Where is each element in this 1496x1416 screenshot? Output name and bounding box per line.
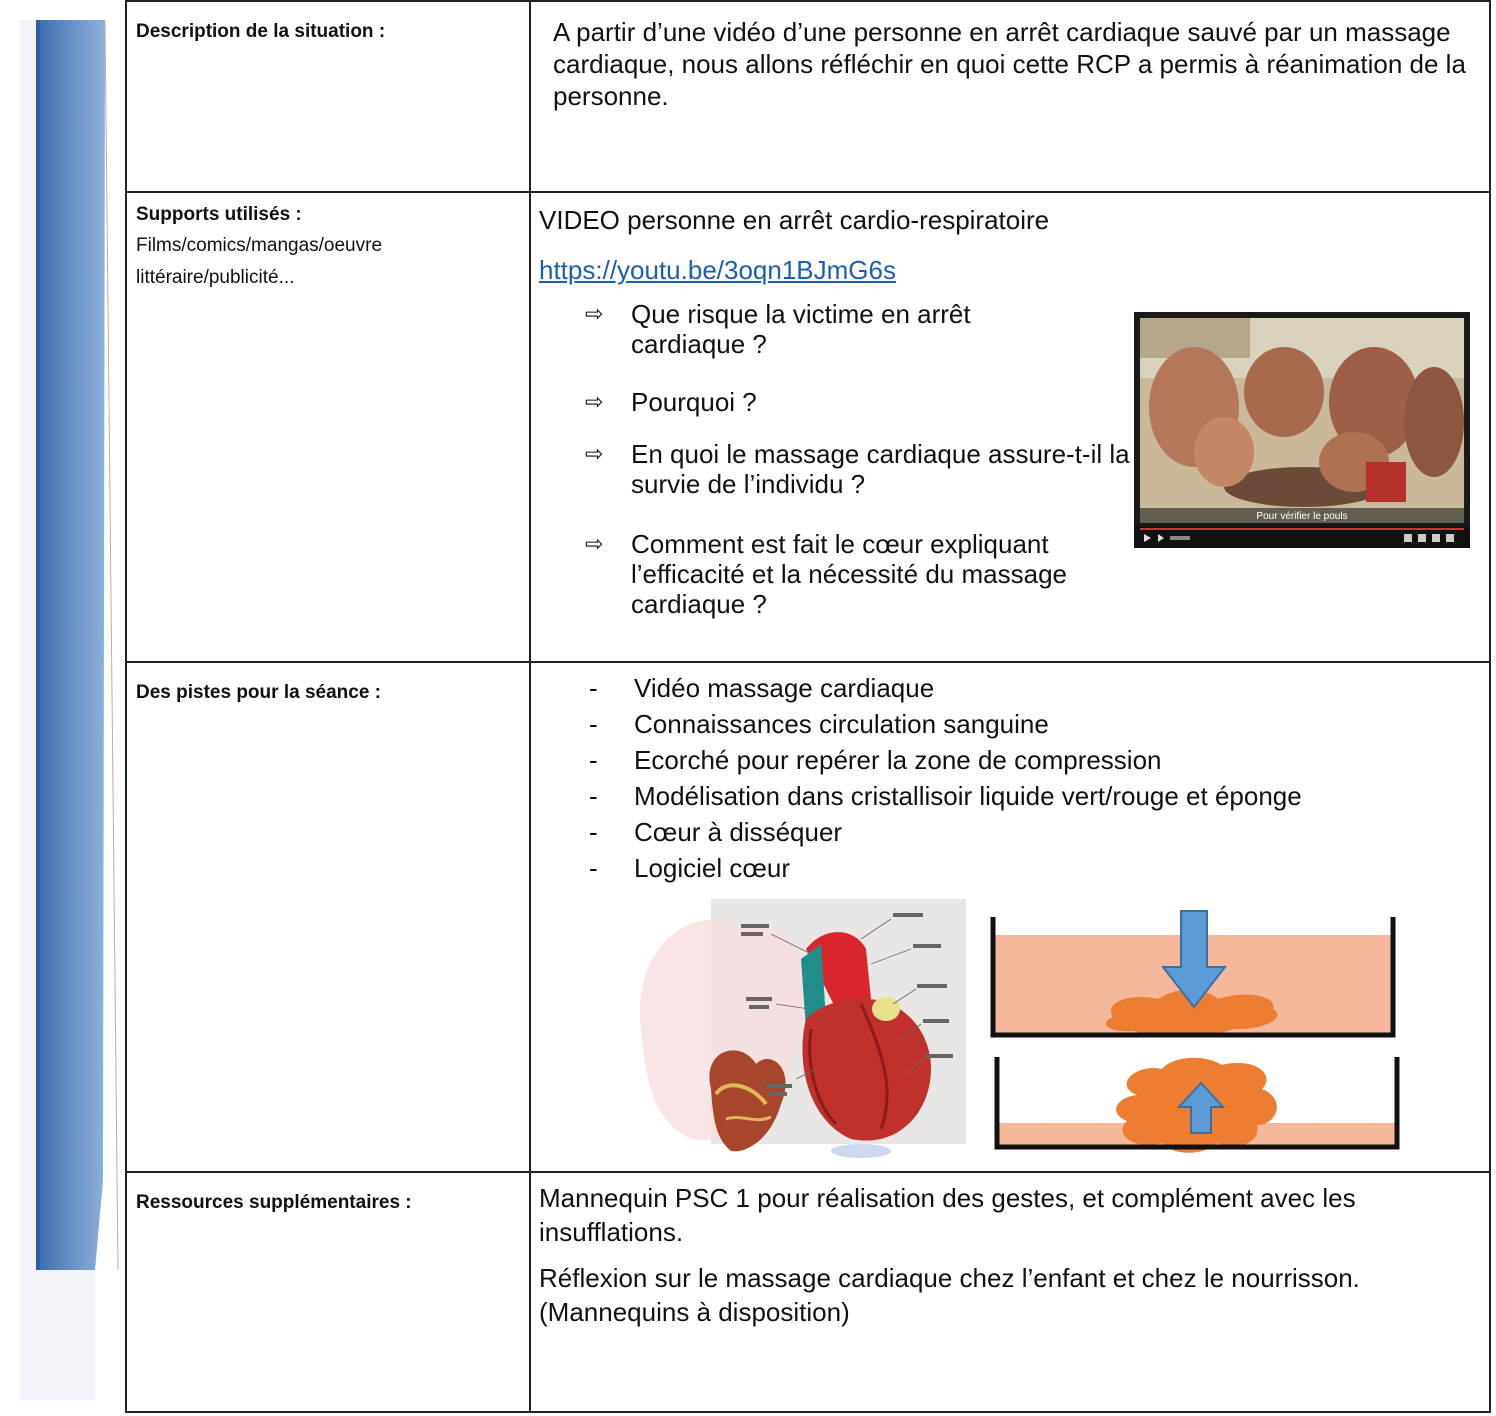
list-item-text: Vidéo massage cardiaque <box>634 673 935 703</box>
question-text: Comment est fait le cœur expliquant l’efficacité et la nécessité du massage cardiaque ? <box>631 529 1067 619</box>
situation-text: A partir d’une vidéo d’une personne en arrêt cardiaque sauvé par un massage cardiaque, nous allons réfléchir en quoi cette RCP a permis à réanimation de la personne. <box>553 17 1466 111</box>
row-ressources <box>126 1172 1490 1412</box>
list-item-text: Logiciel cœur <box>634 853 791 883</box>
heart-anatomy-image <box>631 889 976 1163</box>
dash-bullet: - <box>589 781 598 811</box>
support-types-line-2: littéraire/publicité... <box>136 266 295 288</box>
content-cell <box>530 662 1490 1172</box>
row-label: Description de la situation : <box>136 21 386 42</box>
arrow-bullet-icon: ⇨ <box>585 389 604 414</box>
question-text: Pourquoi ? <box>631 387 757 417</box>
beaker-compressed-diagram <box>983 909 1403 1049</box>
row-pistes <box>126 662 1490 1172</box>
row-label: Ressources supplémentaires : <box>136 1192 412 1213</box>
video-caption: Pour vérifier le pouls <box>1256 511 1348 522</box>
lesson-table <box>125 0 1491 1413</box>
dash-bullet: - <box>589 745 598 775</box>
label-cell <box>126 1172 530 1412</box>
list-item-text: Connaissances circulation sanguine <box>634 709 1049 739</box>
content-cell <box>530 192 1490 662</box>
video-thumbnail[interactable] <box>1134 312 1470 548</box>
dash-bullet: - <box>589 673 598 703</box>
list-item-text: Ecorché pour repérer la zone de compression <box>634 745 1162 775</box>
video-link[interactable]: https://youtu.be/3oqn1BJmG6s <box>539 255 896 285</box>
content-cell <box>530 1 1490 192</box>
list-item-text: Cœur à disséquer <box>634 817 843 847</box>
list-item-text: Modélisation dans cristallisoir liquide vert/rouge et éponge <box>634 781 1302 811</box>
decorative-sidebar <box>0 0 140 1416</box>
question-text: En quoi le massage cardiaque assure-t-il la survie de l’individu ? <box>631 439 1130 499</box>
question-text: Que risque la victime en arrêt cardiaque ? <box>631 299 971 359</box>
video-scene-image <box>1134 312 1470 548</box>
dash-bullet: - <box>589 709 598 739</box>
label-cell <box>126 662 530 1172</box>
row-label: Des pistes pour la séance : <box>136 682 381 703</box>
row-supports <box>126 192 1490 662</box>
row-label: Supports utilisés : <box>136 204 302 225</box>
label-cell <box>126 192 530 662</box>
resources-paragraph-2: Réflexion sur le massage cardiaque chez l’enfant et chez le nourrisson. (Mannequins à disposition) <box>539 1263 1360 1327</box>
support-types-line-1: Films/comics/mangas/oeuvre <box>136 234 383 256</box>
label-cell <box>126 1 530 192</box>
row-situation <box>126 1 1490 192</box>
dash-bullet: - <box>589 817 598 847</box>
video-title: VIDEO personne en arrêt cardio-respiratoire <box>539 205 1050 235</box>
dash-bullet: - <box>589 853 598 883</box>
arrow-bullet-icon: ⇨ <box>585 441 604 466</box>
beaker-relaxed-diagram <box>987 1055 1407 1165</box>
resources-paragraph-1: Mannequin PSC 1 pour réalisation des gestes, et complément avec les insufflations. <box>539 1183 1356 1247</box>
arrow-bullet-icon: ⇨ <box>585 531 604 556</box>
content-cell <box>530 1172 1490 1412</box>
arrow-bullet-icon: ⇨ <box>585 301 604 326</box>
